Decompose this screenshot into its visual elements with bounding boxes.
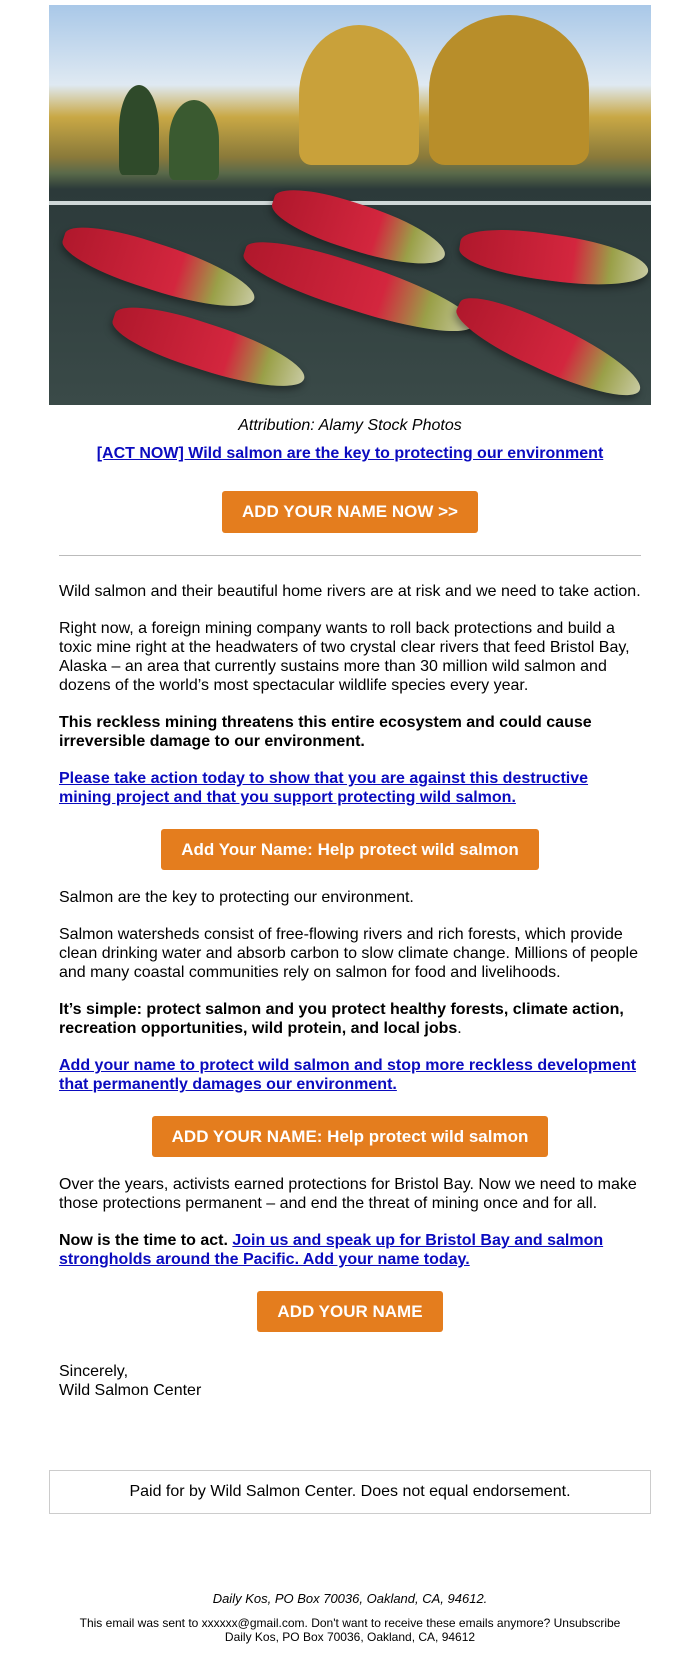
footer-address: Daily Kos, PO Box 70036, Oakland, CA, 94612 [224,1630,476,1644]
fish-shape [449,285,650,405]
help-protect-button[interactable]: Add Your Name: Help protect wild salmon [161,829,539,870]
footer [49,1592,651,1644]
fish-shape [57,215,261,321]
email-body [49,0,651,1644]
period: . [457,1020,462,1037]
tree-shape [429,15,589,165]
paragraph: Right now, a foreign mining company wants to roll back protections and build a toxic mine right at the headwaters of two crystal clear rivers that feed Bristol Bay, Alaska – an area that currently sustains more than 30 million wild salmon and dozens of the world’s most spectacular wildlife species every year. [59,620,630,694]
add-your-name-button[interactable]: ADD YOUR NAME [257,1291,442,1332]
paragraph-bold: This reckless mining threatens this entire ecosystem and could cause irreversible damage to our environment. [59,714,592,750]
signature: Wild Salmon Center [59,1382,202,1399]
footer-address-italic: Daily Kos, PO Box 70036, Oakland, CA, 94612. [212,1591,488,1606]
hero-image [49,5,651,405]
help-protect-button-2[interactable]: ADD YOUR NAME: Help protect wild salmon [152,1116,549,1157]
photo-attribution: Attribution: Alamy Stock Photos [238,417,462,434]
paragraph: Salmon are the key to protecting our environment. [59,889,414,906]
paragraph: Salmon watersheds consist of free-flowing rivers and rich forests, which provide clean drinking water and absorb carbon to slow climate change. Millions of people and many coastal communities rely on salmon for food and livelihoods. [59,926,638,981]
tree-shape [119,85,159,175]
fish-shape [457,222,651,294]
add-name-link[interactable]: Add your name to protect wild salmon and stop more reckless development that permanently damages our environment. [59,1057,637,1093]
paragraph: Over the years, activists earned protections for Bristol Bay. Now we need to make those protections permanent – and end the threat of mining once and for all. [59,1176,637,1212]
tree-shape [299,25,419,165]
fish-shape [107,295,311,401]
unsubscribe-link[interactable]: Unsubscribe [553,1616,621,1630]
divider [59,555,641,556]
paragraph-bold: It’s simple: protect salmon and you protect healthy forests, climate action, recreation opportunities, wild protein, and local jobs [59,1001,624,1037]
tree-shape [169,100,219,180]
sent-to-text: This email was sent to xxxxxx@gmail.com. Don't want to receive these emails anymore? [79,1616,551,1630]
take-action-link[interactable]: Please take action today to show that you are against this destructive mining project and that you support protecting wild salmon. [59,770,589,806]
signoff: Sincerely, [59,1363,129,1380]
paragraph-bold: Now is the time to act. [59,1232,228,1249]
paid-for-disclaimer: Paid for by Wild Salmon Center. Does not equal endorsement. [49,1470,651,1514]
add-name-now-button[interactable]: ADD YOUR NAME NOW >> [222,491,478,533]
paragraph: Wild salmon and their beautiful home rivers are at risk and we need to take action. [59,583,641,600]
join-us-link[interactable]: Join us and speak up for Bristol Bay and salmon strongholds around the Pacific. Add your name today. [59,1232,604,1268]
headline-link[interactable]: [ACT NOW] Wild salmon are the key to protecting our environment [96,445,604,462]
